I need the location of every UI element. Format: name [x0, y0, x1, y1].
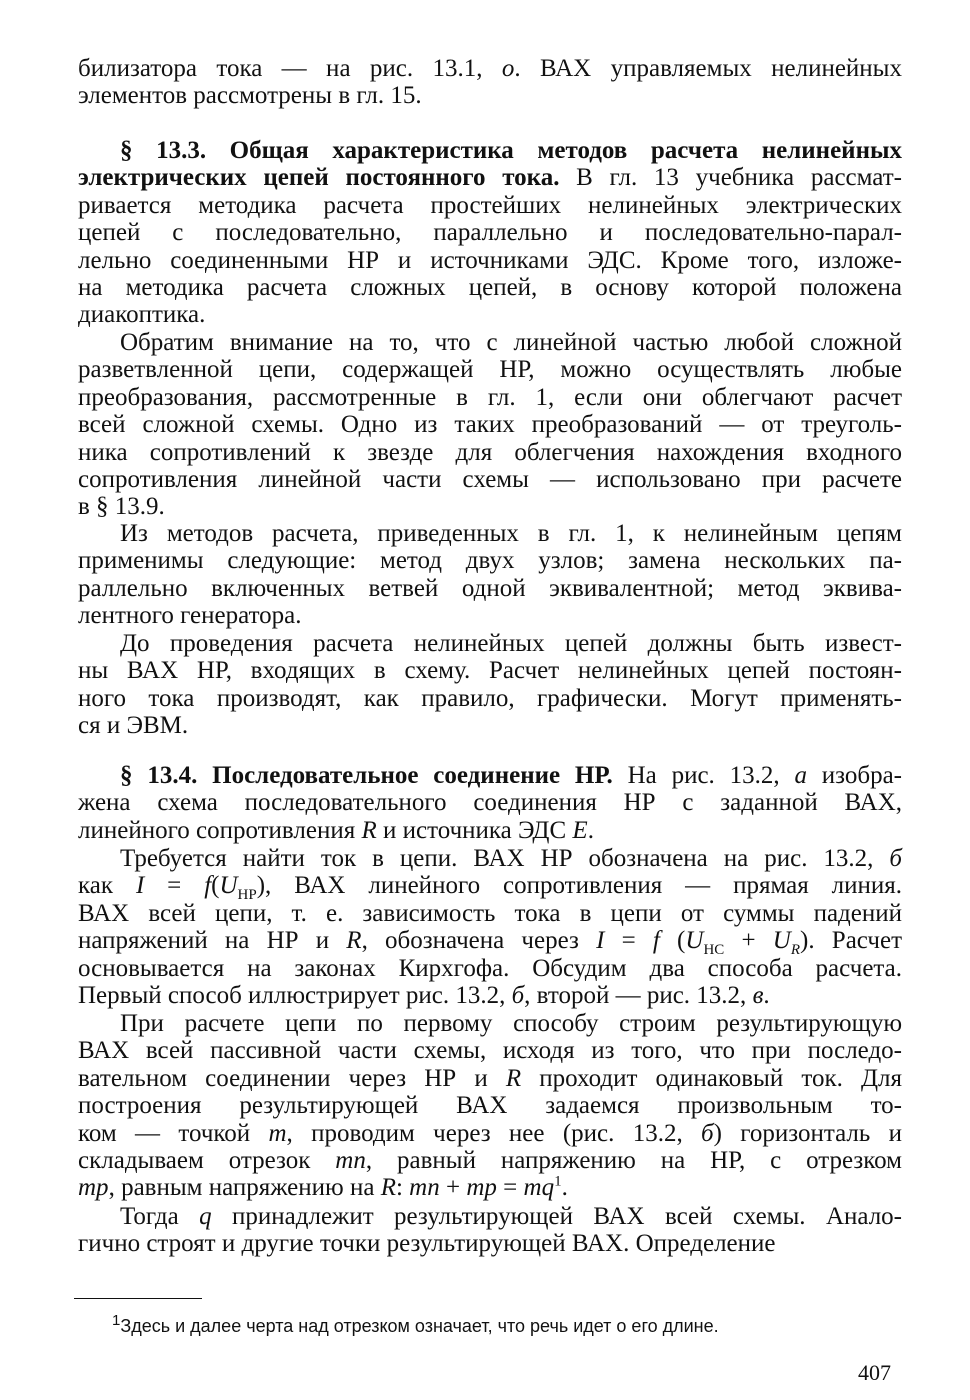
text-run: mn [409, 1174, 440, 1202]
text-run: основывается на законах Кирхгофа. Обсудим два способа расчета. [78, 954, 902, 982]
text-run: = [144, 872, 205, 900]
text-run: U [219, 872, 238, 900]
text-run: mq [523, 1174, 555, 1202]
text-run: + [439, 1174, 467, 1202]
text-run: б [889, 845, 902, 872]
text-run: в § 13.9. [78, 493, 165, 521]
footnote [112, 1312, 719, 1337]
text-line [78, 789, 902, 816]
text-line [78, 466, 902, 493]
text-run: ( [211, 872, 220, 900]
text-run: ся и ЭВМ. [78, 712, 189, 740]
text-run: . [587, 816, 594, 844]
formula-index: 1 [554, 1174, 562, 1191]
text-run: преобразования, рассмотренные в гл. 1, если они облегчают расчет [78, 383, 902, 411]
text-line [78, 872, 902, 904]
text-run: складываем отрезок [78, 1146, 336, 1174]
text-run: На рис. 13.2, [612, 762, 795, 789]
text-line [78, 657, 902, 684]
text-run: билизатора тока — на рис. 13.1, [78, 55, 502, 82]
paragraph [78, 520, 902, 630]
text-run: . ВАХ управляемых нелинейных [514, 55, 902, 82]
text-run: ), ВАХ линейного сопротивления — прямая линия. [256, 872, 902, 900]
paragraph-continuation [78, 55, 902, 110]
text-run: напряжений на НР и [78, 927, 347, 955]
text-run: В гл. 13 учебника рассмат- [559, 164, 902, 192]
text-line [78, 547, 902, 574]
text-run: , равным напряжению на [108, 1174, 381, 1202]
text-line [78, 1120, 902, 1147]
text-run: R [361, 816, 377, 844]
text-run: I [135, 872, 145, 900]
text-run: ) горизонталь и [713, 1119, 903, 1147]
paragraph [78, 630, 902, 740]
text-run: ного тока производят, как правило, графически. Могут применять- [78, 684, 902, 712]
text-run: на методика расчета сложных цепей, в основу которой положена [78, 273, 902, 301]
paragraph [78, 329, 902, 521]
text-line [78, 520, 902, 547]
formula-index: R [790, 942, 801, 959]
text-run: : [395, 1174, 410, 1202]
text-line [78, 712, 902, 739]
text-run: раллельно включенных ветвей одной эквивалентной; метод эквива- [78, 574, 902, 602]
text-line [78, 164, 902, 191]
text-run: изобра- [806, 762, 903, 789]
text-run: Из методов расчета, приведенных в гл. 1, к нелинейным цепям [120, 520, 902, 547]
text-line [78, 274, 902, 301]
text-run: линейного сопротивления [78, 816, 362, 844]
text-line [78, 927, 902, 959]
text-run: лентного генератора. [78, 602, 302, 630]
formula-index: НР [237, 887, 257, 904]
text-run: mp [78, 1174, 109, 1202]
text-run: m [268, 1119, 287, 1147]
text-line [78, 329, 902, 356]
text-run: гично строят и другие точки результирующей ВАХ. Определение [78, 1230, 776, 1258]
text-run: , второй — рис. 13.2, [524, 981, 753, 1009]
section-heading: электрических цепей постоянного тока. [78, 164, 560, 192]
text-run: разветвленной цепи, содержащей НР, можно осуществлять любые [78, 356, 902, 384]
text-line [78, 439, 902, 466]
text-run: Первый способ иллюстрирует рис. 13.2, [78, 981, 512, 1009]
text-run: и источника ЭДС [376, 816, 573, 844]
text-run: б [511, 981, 525, 1009]
text-run: элементов рассмотрены в гл. 15. [78, 82, 422, 110]
page-number: 407 [858, 1360, 891, 1385]
text-run: E [572, 816, 588, 844]
text-run: б [701, 1119, 714, 1147]
text-run: I [596, 927, 605, 955]
text-line [78, 247, 902, 274]
text-run: всей сложной схемы. Одно из таких преобразований — от треуголь- [78, 411, 902, 439]
text-run: , проводим через нее (рис. 13.2, [286, 1119, 702, 1147]
text-line [78, 411, 902, 438]
text-run: = [604, 927, 653, 955]
text-run: о [501, 55, 515, 82]
footnote-mark: 1 [112, 1312, 121, 1329]
text-line [78, 1174, 902, 1201]
text-run: в [752, 981, 764, 1009]
text-line [78, 356, 902, 383]
text-run: f [204, 872, 212, 900]
text-line [78, 82, 902, 109]
text-run: вательном соединении через НР и [78, 1064, 506, 1092]
text-run: R [380, 1174, 396, 1202]
paragraph [78, 845, 902, 1009]
text-line [78, 845, 902, 872]
text-run: mn [335, 1146, 366, 1174]
text-line [78, 1203, 902, 1230]
text-line [78, 1037, 902, 1064]
text-run: При расчете цепи по первому способу строим результирующую [120, 1010, 902, 1037]
text-line [78, 493, 902, 520]
text-run: , обозначена через [361, 927, 597, 955]
text-line [78, 55, 902, 82]
section-13-4-paragraph [78, 762, 902, 844]
paragraph [78, 1010, 902, 1202]
footnote-divider [74, 1298, 202, 1299]
text-line [78, 137, 902, 164]
text-run: f [652, 927, 660, 955]
text-line [78, 219, 902, 246]
text-run: + [724, 927, 773, 955]
text-line [78, 192, 902, 219]
text-run: = [496, 1174, 524, 1202]
text-run: цепей с последовательно, параллельно и последовательно-парал- [78, 219, 902, 247]
text-run: ВАХ всей цепи, т. е. зависимость тока в цепи от суммы падений [78, 899, 902, 927]
text-run: R [505, 1064, 522, 1092]
text-line [78, 1010, 902, 1037]
text-run: . [763, 981, 770, 1009]
text-run: ком — точкой [78, 1119, 269, 1147]
text-run: q [199, 1203, 212, 1230]
text-line [78, 1065, 902, 1092]
text-run: лельно соединенными НР и источниками ЭДС. Кроме того, изложе- [78, 246, 902, 274]
text-run: ны ВАХ НР, входящих в схему. Расчет нелинейных цепей постоян- [78, 657, 902, 685]
text-run: R [346, 927, 362, 955]
text-line [78, 1092, 902, 1119]
text-line [78, 630, 902, 657]
text-run: , равный напряжению на НР, с отрезком [365, 1146, 902, 1174]
text-run: построения результирующей ВАХ задаемся произвольным то- [78, 1092, 902, 1120]
text-line [78, 1147, 902, 1174]
paragraph [78, 1203, 902, 1258]
text-run: сопротивления линейной части схемы — использовано при расчете [78, 465, 902, 493]
section-13-3-paragraph [78, 137, 902, 329]
text-line [78, 575, 902, 602]
text-run: U [685, 927, 704, 955]
footnote-text: Здесь и далее черта над отрезком означает, что речь идет о его длине. [120, 1316, 719, 1336]
text-line [78, 384, 902, 411]
text-run: ривается методика расчета простейших нелинейных электрических [78, 191, 902, 219]
text-line [78, 685, 902, 712]
text-line [78, 602, 902, 629]
text-run: U [772, 927, 791, 955]
text-run: как [78, 872, 136, 900]
text-line [78, 955, 902, 982]
text-run: Требуется найти ток в цепи. ВАХ НР обозначена на рис. 13.2, [120, 845, 890, 872]
text-run: ВАХ всей пассивной части схемы, исходя из того, что при последо- [78, 1037, 902, 1065]
text-run: жена схема последовательного соединения НР с заданной ВАХ, [78, 789, 902, 817]
text-run: проходит одинаковый ток. Для [521, 1064, 902, 1092]
text-run: применимы следующие: метод двух узлов; замена нескольких па- [78, 547, 902, 575]
text-run: До проведения расчета нелинейных цепей должны быть извест- [120, 630, 902, 657]
text-line [78, 817, 902, 844]
text-run: ( [659, 927, 686, 955]
text-run: . [561, 1174, 568, 1202]
text-run: Тогда [120, 1203, 200, 1230]
text-line [78, 982, 902, 1009]
text-run: ника сопротивлений к звезде для облегчения нахождения входного [78, 438, 902, 466]
text-line [78, 900, 902, 927]
section-heading: § 13.4. Последовательное соединение НР. [120, 762, 613, 789]
text-run: Обратим внимание на то, что с линейной частью любой сложной [120, 329, 902, 356]
formula-index: НС [703, 942, 725, 959]
text-run: принадлежит результирующей ВАХ всей схемы. Анало- [211, 1203, 902, 1230]
text-run: диакоптика. [78, 301, 206, 329]
text-run: ). Расчет [800, 927, 902, 955]
text-line [78, 762, 902, 789]
section-heading: § 13.3. Общая характеристика методов расчета нелинейных [120, 137, 902, 164]
text-line [78, 1230, 902, 1257]
text-line [78, 301, 902, 328]
text-run: а [794, 762, 807, 789]
text-run: mp [466, 1174, 497, 1202]
